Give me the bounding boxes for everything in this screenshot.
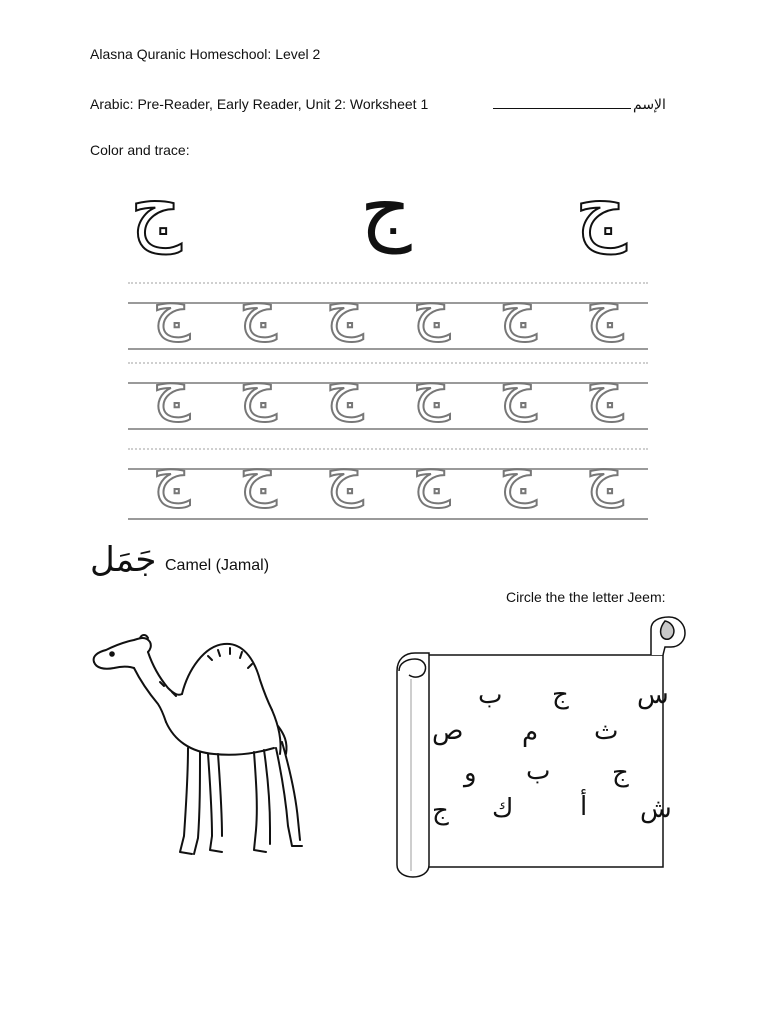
scroll-letter[interactable]: ج [612, 758, 629, 788]
circle-instruction: Circle the the letter Jeem: [506, 589, 666, 605]
scroll-letter[interactable]: س [637, 680, 669, 710]
trace-letter[interactable]: ج [152, 354, 191, 422]
scroll-letter[interactable]: ج [552, 680, 569, 710]
camel-illustration[interactable] [88, 630, 308, 870]
trace-letter[interactable]: ج [239, 274, 277, 342]
scroll-letter[interactable]: ش [640, 794, 672, 824]
scroll-letter[interactable]: ج [432, 796, 449, 826]
guide-solid-line [128, 428, 648, 430]
trace-row [128, 268, 648, 348]
scroll-letter[interactable]: ب [526, 756, 551, 786]
scroll-letter[interactable]: ك [492, 794, 514, 824]
trace-row [128, 434, 648, 514]
trace-letter[interactable]: ج [499, 440, 537, 508]
name-field[interactable] [493, 96, 666, 113]
school-title: Alasna Quranic Homeschool: Level 2 [90, 46, 321, 62]
worksheet-subject: Arabic: Pre-Reader, Early Reader, Unit 2: Worksheet 1 [90, 96, 429, 112]
scroll-letter[interactable]: ص [432, 716, 464, 746]
trace-letter[interactable]: ج [239, 440, 277, 508]
scroll-letter[interactable]: و [464, 758, 477, 788]
letter-jeem-outline-right[interactable]: ج [575, 161, 627, 254]
trace-letter[interactable]: ج [499, 274, 537, 342]
trace-letter[interactable]: ج [412, 440, 451, 508]
trace-row [128, 348, 648, 428]
name-label: الإسم [633, 97, 666, 113]
letter-jeem-outline-left[interactable]: ج [130, 161, 182, 254]
trace-letter[interactable]: ج [152, 440, 191, 508]
word-jamal-english: Camel (Jamal) [165, 557, 270, 574]
trace-letter[interactable]: ج [325, 440, 364, 508]
scroll-letter[interactable]: أ [580, 792, 588, 822]
trace-letter[interactable]: ج [585, 440, 624, 508]
guide-solid-line [128, 518, 648, 520]
trace-letter[interactable]: ج [585, 354, 624, 422]
trace-letter[interactable]: ج [325, 354, 364, 422]
tracing-area[interactable] [128, 268, 648, 522]
scroll-letter[interactable]: م [522, 718, 539, 748]
letter-scroll[interactable] [393, 615, 693, 880]
trace-letter[interactable]: ج [152, 274, 191, 342]
trace-letter[interactable]: ج [585, 274, 624, 342]
trace-letter[interactable]: ج [412, 274, 451, 342]
name-blank-line[interactable] [493, 96, 631, 109]
scroll-letter[interactable]: ث [594, 716, 619, 746]
letter-jeem-solid: ج [360, 161, 412, 254]
trace-letter[interactable]: ج [499, 354, 537, 422]
color-trace-instruction: Color and trace: [90, 142, 190, 158]
word-jamal-arabic: جَمَل [90, 540, 157, 580]
scroll-letter[interactable]: ب [478, 680, 503, 710]
trace-letter[interactable]: ج [412, 354, 451, 422]
trace-letter[interactable]: ج [239, 354, 277, 422]
trace-letter[interactable]: ج [325, 274, 364, 342]
